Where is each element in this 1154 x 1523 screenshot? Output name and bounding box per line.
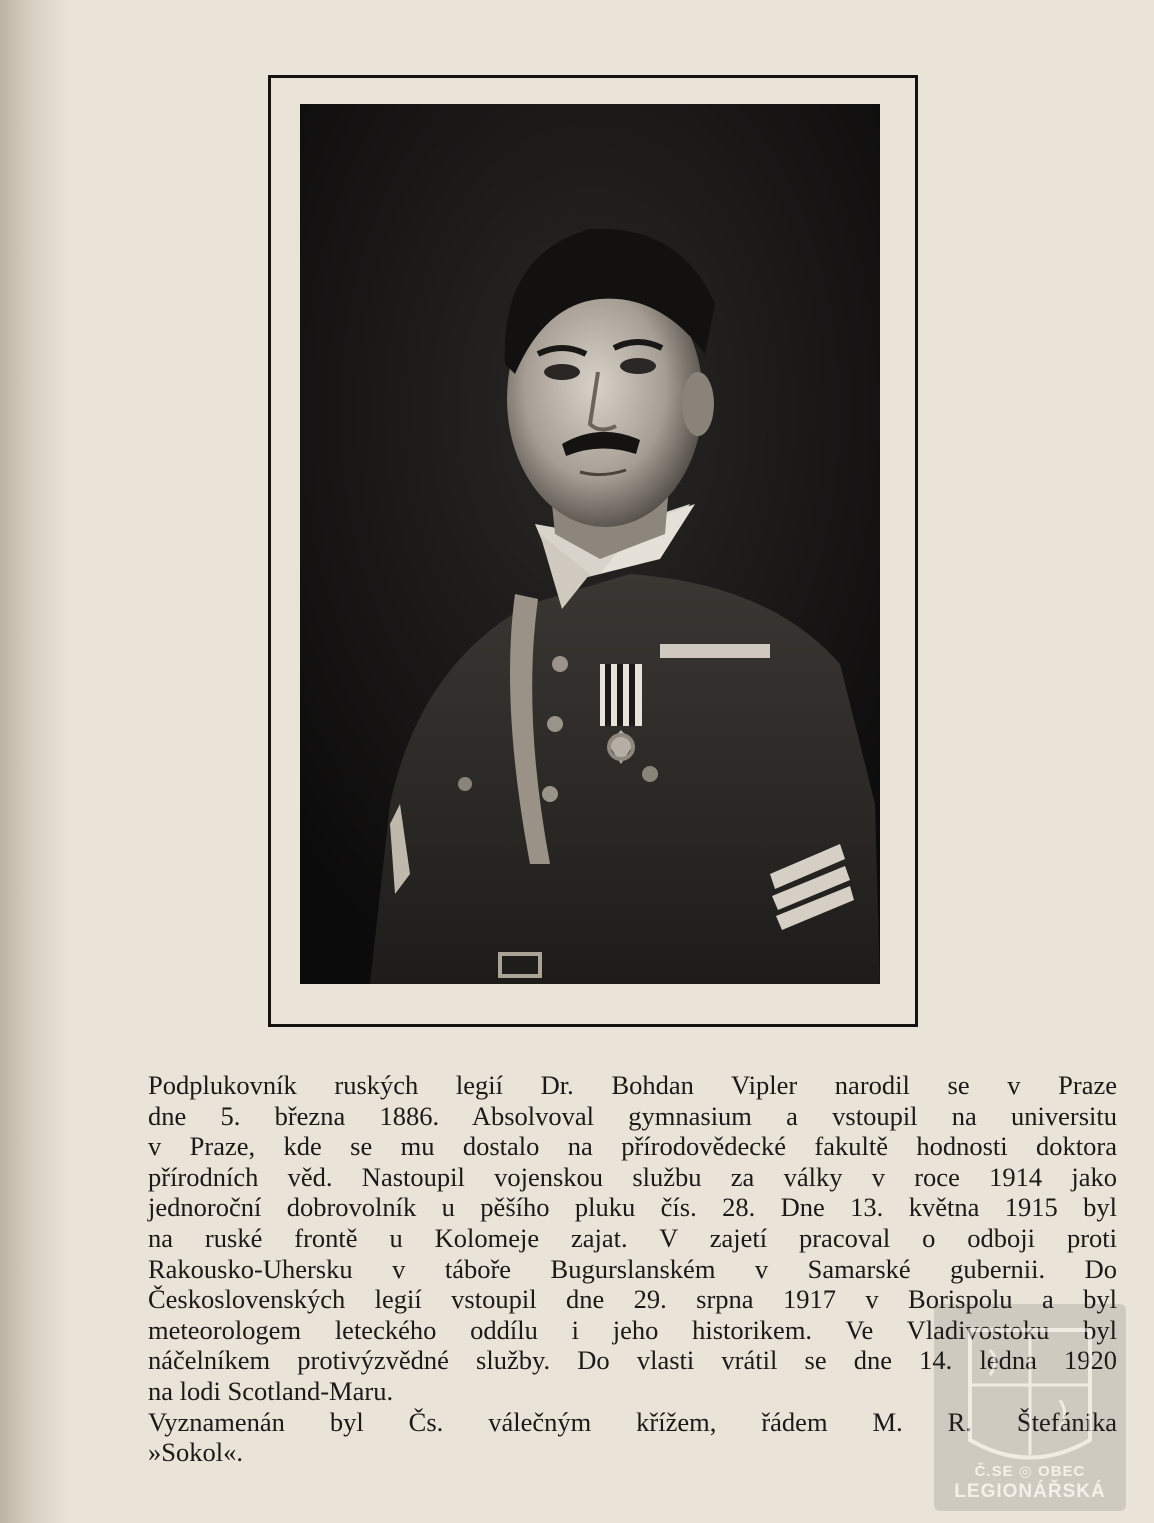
caption-line: přírodních věd. Nastoupil vojenskou službu za války v roce 1914 jako: [148, 1161, 1117, 1192]
caption-line: náčelníkem protivýzvědné služby. Do vlasti vrátil se dne 14. ledna 1920: [148, 1345, 1117, 1376]
caption-line: Rakousko-Uhersku v táboře Bugurslanském v Samarské gubernii. Do: [148, 1253, 1117, 1284]
caption-line: na ruské frontě u Kolomeje zajat. V zajetí pracoval o odboji proti: [148, 1222, 1117, 1253]
caption-line: Československých legií vstoupil dne 29. srpna 1917 v Borispolu a byl: [148, 1284, 1117, 1315]
portrait-illustration: [300, 104, 880, 984]
watermark-line-2: LEGIONÁŘSKÁ: [954, 1481, 1106, 1502]
caption-line: jednoroční dobrovolník u pěšího pluku čís. 28. Dne 13. května 1915 byl: [148, 1192, 1117, 1223]
caption-line: v Praze, kde se mu dostalo na přírodovědecké fakultě hodnosti doktora: [148, 1131, 1117, 1162]
caption-line: meteorologem leteckého oddílu i jeho historikem. Ve Vladivostoku byl: [148, 1314, 1117, 1345]
caption-line: Podplukovník ruských legií Dr. Bohdan Vipler narodil se v Praze: [148, 1070, 1117, 1100]
caption-line: dne 5. března 1886. Absolvoval gymnasium a vstoupil na universitu: [148, 1100, 1117, 1131]
page-gutter-shadow: [0, 0, 70, 1523]
caption-line: Vyznamenán byl Čs. válečným křížem, řádem M. R. Štefánika: [148, 1406, 1117, 1437]
caption-line: »Sokol«.: [148, 1437, 243, 1468]
caption-line: na lodi Scotland-Maru.: [148, 1375, 394, 1406]
portrait-photo: [300, 104, 880, 984]
watermark-line-1: Č.SE ◎ OBEC: [974, 1463, 1086, 1480]
